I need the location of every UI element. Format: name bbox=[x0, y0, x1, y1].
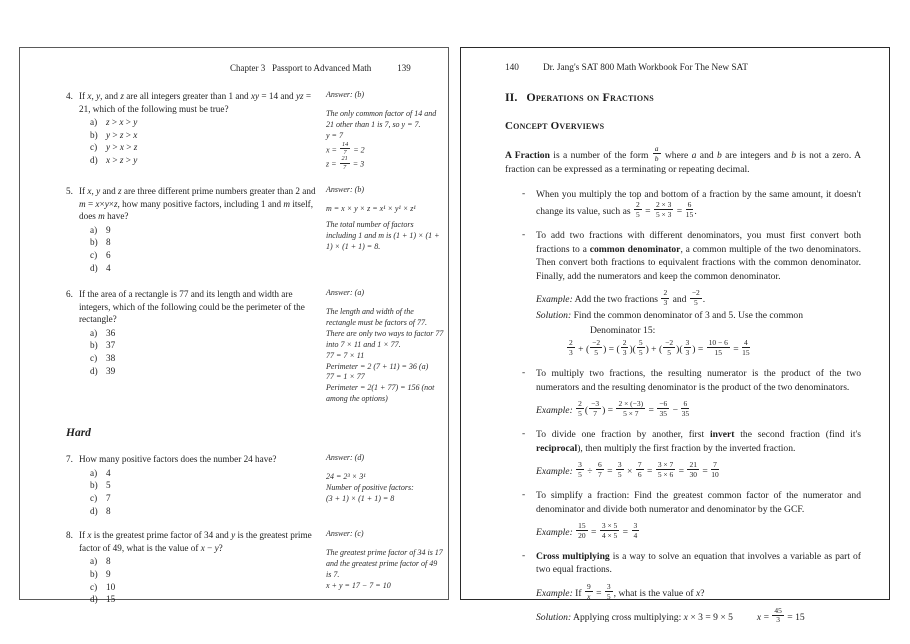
question-7-line bbox=[66, 453, 318, 466]
bullet-marker: - bbox=[522, 488, 526, 500]
page-left bbox=[19, 47, 449, 605]
choice-label: d) bbox=[90, 594, 98, 605]
example-line: Example: $\frac{15}{20}$ = $\frac{3 \times 5}{4 \times 5}$ = $\frac{3}{4}$ bbox=[536, 521, 638, 540]
choice-row bbox=[90, 327, 318, 340]
answer-label: Answer: (d) bbox=[326, 453, 364, 463]
answer-4 bbox=[326, 90, 444, 171]
bullet-marker: - bbox=[522, 229, 526, 241]
choice-label: c) bbox=[90, 492, 98, 503]
question-block-6 bbox=[66, 288, 442, 405]
answer-explanation-line: m = x × y × z = x¹ × y¹ × z¹ bbox=[326, 203, 416, 213]
solution-line: Solution: Find the common denominator of 3 and 5. Use the common bbox=[536, 310, 803, 322]
example-line: Example: $\frac{2}{5}$ ( $\frac{-3}{7}$ ) = $\frac{2 \times (-3)}{5 \times 7}$ = $\frac{-6}{35}$ − $\frac{6}{35}$ bbox=[536, 399, 690, 418]
question-5-choices bbox=[90, 224, 318, 274]
right-running-title: Dr. Jang's SAT 800 Math Workbook For The New SAT bbox=[542, 63, 748, 73]
answer-explanation-line: Number of positive factors: bbox=[326, 482, 414, 492]
answer-explanation-line: The length and width of the rectangle must be factors of 77. There are only two ways to factor 77 into 7 × 11 and 1 × 77. bbox=[326, 307, 444, 349]
choice-row bbox=[90, 352, 318, 365]
answer-explanation-line: 77 = 1 × 77 bbox=[326, 372, 365, 382]
answer-5 bbox=[326, 185, 444, 274]
question-block-4 bbox=[66, 90, 442, 171]
right-page-number: 140 bbox=[505, 63, 519, 73]
choice-label: d) bbox=[90, 262, 98, 273]
question-text: If x is the greatest prime factor of 34 and y is the greatest prime factor of 49, what is the value of x − y? bbox=[79, 530, 312, 553]
choice-label: a) bbox=[90, 224, 98, 235]
bullet-text: When you multiply the top and bottom of a fraction by the same amount, it doesn't change its value, such as $\frac{2}{5}$ = $\frac{2 \times 3}{5 \times 3}$ = $\frac{6}{15}$ . bbox=[536, 188, 861, 219]
bullet-marker: - bbox=[522, 549, 526, 561]
intro-paragraph: A Fraction is a number of the form $\frac{a}{b}$ where a and b are integers and b is not a zero. A fraction can be expressed as a terminating or repeating decimal. bbox=[505, 144, 862, 175]
choice-text: 4 bbox=[106, 262, 111, 273]
choice-label: c) bbox=[90, 353, 98, 364]
left-page-header bbox=[230, 63, 442, 73]
bullet-body bbox=[536, 188, 861, 219]
choice-text: 8 bbox=[106, 237, 111, 248]
choice-row bbox=[90, 262, 318, 275]
choice-text: 9 bbox=[106, 568, 111, 579]
question-number: 5. bbox=[66, 185, 73, 196]
question-6-choices bbox=[90, 327, 318, 377]
page-right bbox=[460, 47, 890, 625]
choice-row bbox=[90, 236, 318, 249]
question-4-choices bbox=[90, 116, 318, 166]
question-4 bbox=[66, 90, 318, 171]
choice-text: 6 bbox=[106, 249, 111, 260]
choice-label: d) bbox=[90, 365, 98, 376]
choice-row bbox=[90, 479, 318, 492]
solution-line: Solution: Applying cross multiplying: x × 3 = 9 × 5 x = $\frac{45}{3}$ = 15 bbox=[536, 605, 805, 625]
answer-explanation-line: Perimeter = 2 (7 + 11) = 36 (a) bbox=[326, 361, 429, 371]
choice-row bbox=[90, 593, 318, 606]
answer-explanation-line: The only common factor of 14 and 21 other than 1 is 7, so y = 7. bbox=[326, 108, 437, 129]
bullet-text: To multiply two fractions, the resulting numerator is the product of the two numerators and the resulting denominator is the product of the two denominators. bbox=[536, 368, 861, 393]
question-text: If x, y and z are three different prime numbers greater than 2 and m = x×y×z, how many positive factors, including 1 and m itself, does m have? bbox=[79, 185, 316, 222]
question-8 bbox=[66, 529, 318, 606]
choice-row bbox=[90, 339, 318, 352]
choice-row bbox=[90, 129, 318, 142]
bullet-body bbox=[536, 428, 861, 479]
question-block-8 bbox=[66, 529, 442, 606]
bullet-text: To simplify a fraction: Find the greatest common factor of the numerator and denominator and divide both numerator and denominator by the GCF. bbox=[536, 489, 861, 515]
choice-text: 38 bbox=[106, 353, 116, 364]
choice-label: b) bbox=[90, 129, 98, 140]
choice-text: 10 bbox=[106, 581, 116, 592]
question-block-7 bbox=[66, 453, 442, 517]
choice-row bbox=[90, 568, 318, 581]
bullet-multiply-fractions bbox=[505, 367, 861, 418]
answer-explanation-line: The greatest prime factor of 34 is 17 and the greatest prime factor of 49 is 7. bbox=[326, 548, 443, 579]
answer-explanation-line: x + y = 17 − 7 = 10 bbox=[326, 580, 391, 590]
choice-label: a) bbox=[90, 117, 98, 128]
question-number: 4. bbox=[66, 91, 73, 101]
question-text: If x, y, and z are all integers greater than 1 and xy = 14 and yz = 21, which of the following must be true? bbox=[79, 91, 312, 114]
answer-6 bbox=[326, 288, 444, 405]
section-number: II. bbox=[505, 90, 518, 104]
choice-row bbox=[90, 141, 318, 154]
bullet-text: To add two fractions with different denominators, you must first convert both fractions to a common denominator, a common multiple of the two denominators. Then convert both fractions to equivalent fractions with the common denominator. Finally, add the numerators and keep the common denominator. bbox=[536, 230, 862, 282]
question-8-line bbox=[66, 529, 318, 554]
section-title: Operations on Fractions bbox=[526, 90, 654, 104]
example-line: Example: If $\frac{9}{x}$ = $\frac{3}{5}$ , what is the value of x? bbox=[536, 582, 705, 601]
bullet-marker: - bbox=[522, 367, 526, 379]
choice-text: y > z > x bbox=[106, 129, 138, 140]
choice-label: d) bbox=[90, 154, 98, 165]
choice-text: z > x > y bbox=[106, 117, 138, 128]
question-4-line bbox=[66, 90, 318, 115]
choice-row bbox=[90, 555, 318, 568]
question-text: How many positive factors does the number 24 have? bbox=[79, 454, 277, 465]
choice-row bbox=[90, 492, 318, 505]
section-heading-operations bbox=[505, 90, 861, 105]
subsection-heading-concept-overviews: Concept Overviews bbox=[505, 120, 605, 132]
answer-explanation-line: x = $\frac{14}{7}$ = 2 bbox=[326, 140, 365, 157]
choice-row bbox=[90, 249, 318, 262]
choice-text: y > x > z bbox=[106, 142, 138, 153]
choice-label: b) bbox=[90, 237, 98, 248]
choice-row bbox=[90, 467, 318, 480]
choice-text: 8 bbox=[106, 505, 111, 516]
bullet-marker: - bbox=[522, 428, 526, 440]
bullet-text: To divide one fraction by another, first invert the second fraction (find it's reciprocal), then multiply the first fraction by the inverted fraction. bbox=[536, 429, 861, 454]
choice-text: 36 bbox=[106, 327, 116, 338]
choice-text: 9 bbox=[106, 224, 111, 235]
answer-explanation-line: The total number of factors including 1 and m is (1 + 1) × (1 + 1) × (1 + 1) = 8. bbox=[326, 219, 440, 251]
question-number: 8. bbox=[66, 530, 73, 541]
choice-row bbox=[90, 581, 318, 594]
bullet-multiply-top-bottom bbox=[505, 188, 861, 219]
answer-explanation-line: z = $\frac{21}{7}$ = 3 bbox=[326, 155, 365, 171]
choice-label: a) bbox=[90, 467, 98, 478]
answer-explanation-line: y = 7 bbox=[326, 130, 343, 140]
bullet-divide-fractions bbox=[505, 428, 861, 479]
choice-row bbox=[90, 505, 318, 518]
bullet-body bbox=[536, 489, 861, 540]
answer-explanation-line: (3 + 1) × (1 + 1) = 8 bbox=[326, 493, 395, 503]
left-running-title: Chapter 3 Passport to Advanced Math bbox=[230, 63, 372, 73]
concept-bullet-list bbox=[505, 188, 861, 625]
example-line: Example: $\frac{3}{5}$ ÷ $\frac{6}{7}$ = $\frac{3}{5}$ × $\frac{7}{6}$ = $\frac{3 \times 7}{5 \times 6}$ = $\frac{21}{30}$ = $\frac{7}{10}$ bbox=[536, 460, 719, 479]
choice-label: a) bbox=[90, 327, 98, 338]
bullet-cross-multiplying bbox=[505, 550, 861, 625]
choice-label: a) bbox=[90, 556, 98, 567]
choice-label: c) bbox=[90, 249, 98, 260]
question-7-choices bbox=[90, 467, 318, 517]
answer-label: Answer: (b) bbox=[326, 90, 364, 99]
choice-label: b) bbox=[90, 340, 98, 351]
section-heading-hard: Hard bbox=[66, 427, 91, 440]
bullet-body bbox=[536, 550, 861, 625]
answer-label: Answer: (c) bbox=[326, 529, 364, 539]
right-page-header bbox=[505, 63, 861, 73]
bullet-body bbox=[536, 367, 861, 418]
question-6 bbox=[66, 288, 318, 405]
answer-explanation-line: 24 = 2³ × 3¹ bbox=[326, 472, 366, 482]
answer-7 bbox=[326, 453, 444, 517]
answer-label: Answer: (b) bbox=[326, 184, 364, 194]
question-number: 7. bbox=[66, 454, 73, 465]
question-6-line bbox=[66, 288, 318, 326]
bullet-add-fractions bbox=[505, 229, 861, 357]
answer-explanation-line: Perimeter = 2(1 + 77) = 156 (not among the options) bbox=[326, 383, 435, 404]
question-7 bbox=[66, 453, 318, 517]
bullet-body bbox=[536, 229, 861, 357]
bullet-marker: - bbox=[522, 187, 526, 199]
choice-text: 39 bbox=[106, 365, 116, 376]
choice-label: c) bbox=[90, 581, 98, 592]
choice-text: 8 bbox=[106, 556, 111, 567]
choice-label: d) bbox=[90, 505, 98, 516]
question-5-line bbox=[66, 185, 318, 223]
bullet-simplify-fraction bbox=[505, 489, 861, 540]
choice-text: x > z > y bbox=[106, 154, 138, 165]
choice-row bbox=[90, 116, 318, 129]
question-8-choices bbox=[90, 555, 318, 605]
answer-label: Answer: (a) bbox=[326, 288, 364, 298]
question-text: If the area of a rectangle is 77 and its length and width are integers, which of the following could be the perimeter of the rectangle? bbox=[79, 289, 305, 325]
choice-label: c) bbox=[90, 142, 98, 153]
bullet-text: Cross multiplying is a way to solve an equation that involves a variable as part of two equal fractions. bbox=[536, 550, 861, 576]
choice-text: 5 bbox=[106, 480, 111, 491]
question-block-5 bbox=[66, 185, 442, 274]
equation-line: $\frac{2}{3}$ + ( $\frac{-2}{5}$ ) = ( $\frac{2}{3}$ )( $\frac{5}{5}$ ) + ( $\frac{-2}{5}$ )( $\frac{3}{3}$ ) = $\frac{10 - 6}{15}$ = $\frac{4}{15}$ bbox=[569, 338, 750, 358]
choice-text: 15 bbox=[106, 594, 116, 605]
answer-8 bbox=[326, 529, 444, 606]
denominator-line: Denominator 15: bbox=[590, 324, 656, 336]
answer-explanation-line: 77 = 7 × 11 bbox=[326, 350, 365, 360]
left-page-number: 139 bbox=[397, 63, 411, 73]
choice-label: b) bbox=[90, 568, 98, 579]
choice-label: b) bbox=[90, 480, 98, 491]
choice-text: 7 bbox=[106, 492, 111, 503]
choice-text: 4 bbox=[106, 467, 111, 478]
choice-row bbox=[90, 365, 318, 378]
question-5 bbox=[66, 185, 318, 274]
choice-row bbox=[90, 224, 318, 237]
choice-row bbox=[90, 154, 318, 167]
example-line: Example: Add the two fractions $\frac{2}{3}$ and $\frac{-2}{5}$ . bbox=[536, 288, 706, 308]
question-number: 6. bbox=[66, 289, 73, 300]
choice-text: 37 bbox=[106, 340, 116, 351]
